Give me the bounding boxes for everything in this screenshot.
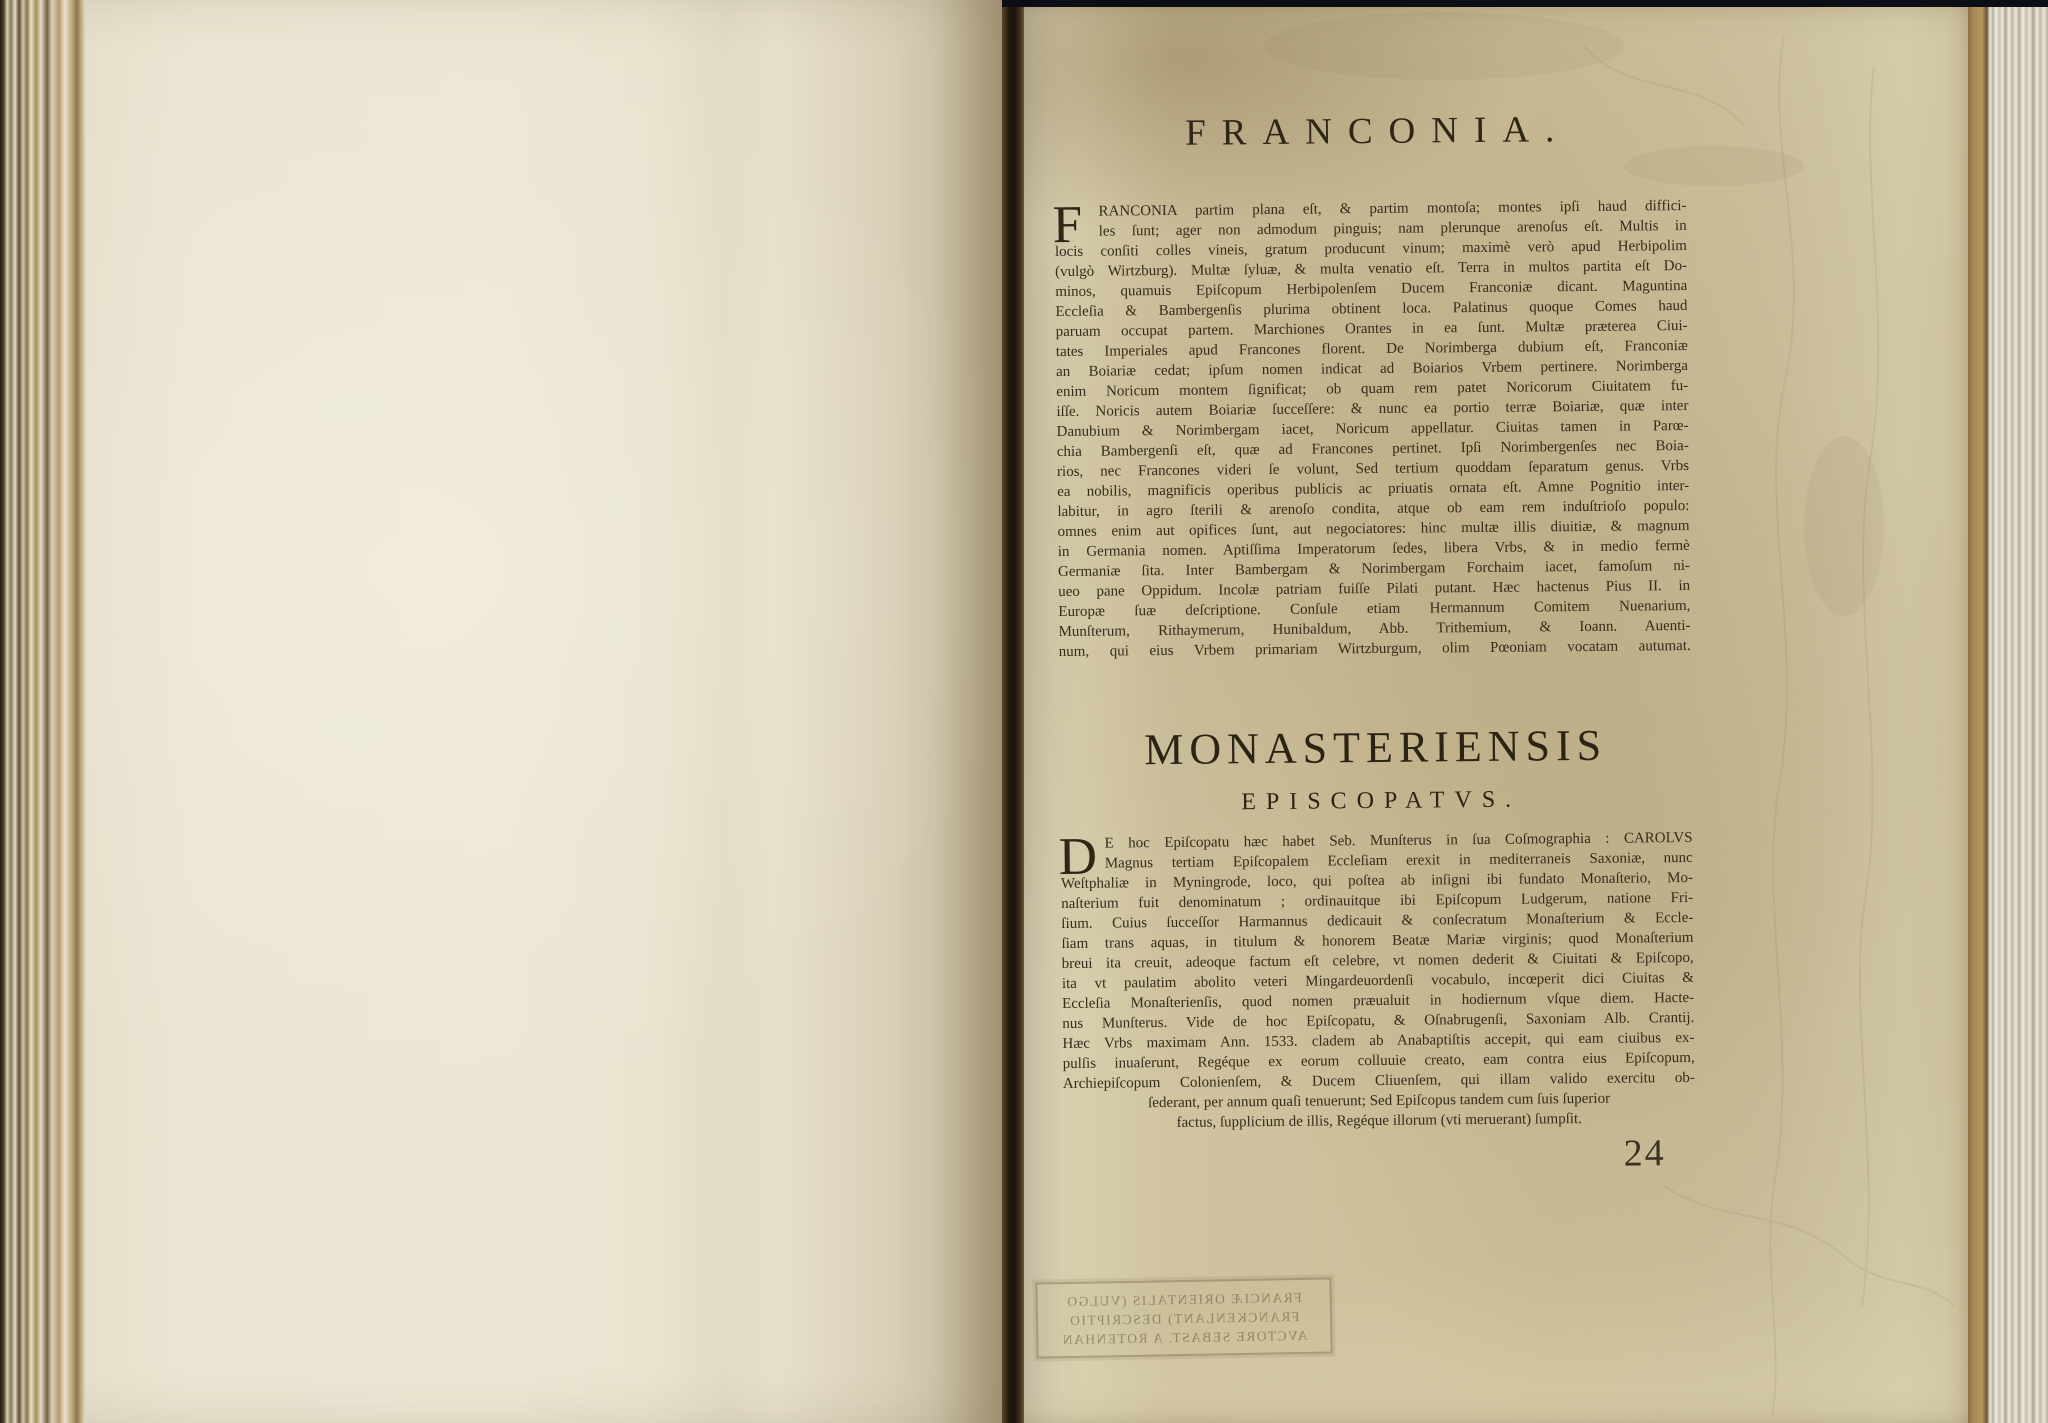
text-line: ita vt paulatim abolito veteri Mingardeuordenſi vocabulo, incœperit dici Ciuitas &	[1061, 969, 1694, 993]
text-line: an Boiariæ cedat; ipſum nomen indicat ad Boiarios Vrbem pertinere. Norimberga	[1055, 357, 1689, 381]
text-block	[1053, 3, 1699, 1423]
text-line: Europæ ſuæ deſcriptione. Conſule etiam Hermannum Comitem Nuenarium,	[1058, 597, 1691, 621]
text-line: Germaniæ ſita. Inter Bambergam & Norimbergam Forchaim iacet, famoſum ni-	[1057, 557, 1691, 581]
page-title: FRANCONIA.	[1185, 109, 1571, 154]
text-line: Magnus tertiam Epiſcopalem Eccleſiam erexit in mediterraneis Saxoniæ, nunc	[1104, 849, 1693, 872]
book-gutter	[1002, 0, 1024, 1423]
text-line: pulſis inuaſerunt, Regéque ex eorum colluuie creato, eam contra eius Epiſcopum,	[1062, 1049, 1695, 1073]
text-line: enim Noricum montem ſignificat; ob quam rem patet Noricorum Ciuitatem fu-	[1056, 377, 1689, 401]
text-line: Hæc Vrbs maximam Ann. 1533. cladem ab Anabaptiſtis accepit, qui eam ciuibus ex-	[1062, 1029, 1695, 1053]
show-through-stamp	[1035, 1277, 1332, 1358]
right-printed-page	[1024, 6, 1968, 1423]
text-line: les ſunt; ager non admodum pinguis; nam plerunque arenoſus eſt. Multis in	[1098, 217, 1687, 240]
text-line: nus Munſterus. Vide de hoc Epiſcopatu, & Oſnabrugenſi, Saxoniam Alb. Crantij.	[1062, 1009, 1695, 1033]
text-line: tates Imperiales apud Francones florent. De Norimberga dubium eſt, Franconiæ	[1055, 337, 1688, 361]
text-line: FRANCKENLANT) DESCRIPTIO	[1068, 1308, 1300, 1328]
text-line: Archiepiſcopum Colonienſem, & Ducem Cliuenſem, qui illam valido exercitu ob-	[1062, 1069, 1695, 1093]
stamp-lines	[1038, 1287, 1331, 1349]
text-line: AVCTORE SEBAST. A ROTENHAN	[1061, 1327, 1308, 1347]
text-line: naſterium fuit denominatum ; ordinauitque ibi Epiſcopum Ludgerum, natione Fri-	[1061, 889, 1694, 913]
left-blank-page	[86, 0, 1002, 1423]
drop-cap-f: F	[1052, 195, 1083, 255]
text-line: ea nobilis, magnificis operibus publicis ac priuatis ornata eſt. Amne Pognitio inter-	[1057, 477, 1690, 501]
left-fore-edge	[0, 0, 86, 1423]
text-line: Eccleſia & Bambergenſis plurima obtinent loca. Palatinus quoque Comes haud	[1055, 297, 1688, 321]
text-line: in Germania nomen. Aptiſſima Imperatorum ſedes, libera Vrbs, & in medio fermè	[1057, 537, 1690, 561]
text-line: breui ita creuit, adeoque factum eſt celebre, vt nomen dederit & Ciuitati & Epiſcopo,	[1061, 949, 1694, 973]
section-subheading-episcopatus: EPISCOPATVS.	[1241, 786, 1522, 816]
text-line: ſederant, per annum quaſi tenuerunt; Sed Epiſcopus tandem cum ſuis ſuperior	[1148, 1090, 1611, 1112]
text-line: iſſe. Noricis autem Boiariæ ſucceſſere: & nunc ea portio terræ Boiariæ, quæ inter	[1056, 397, 1689, 421]
text-line: chia Bambergenſi eſt, quæ ad Francones pertinet. Ipſi Norimbergenſes nec Boia-	[1056, 437, 1689, 461]
text-line: ſiam trans aquas, in titulum & honorem Beatæ Mariæ virginis; quod Monaſterium	[1061, 929, 1694, 953]
paragraph-lines	[1054, 196, 1690, 662]
text-line: factus, ſupplicium de illis, Regéque illorum (vti meruerant) ſumpſit.	[1176, 1111, 1583, 1131]
text-line: Danubium & Norimbergam iacet, Noricum appellatur. Ciuitas tamen in Parœ-	[1056, 417, 1689, 441]
section-heading-monasteriensis: MONASTERIENSIS	[1143, 720, 1608, 775]
text-line: ueo pane Oppidum. Incolæ patriam fuiſſe Pilati putant. Hæc hactenus Pius II. in	[1058, 577, 1691, 601]
drop-cap-d: D	[1058, 827, 1098, 887]
right-fore-edge	[1968, 2, 2048, 1423]
text-line: omnes enim aut opifices ſunt, aut negociatores: hinc multæ illis diuitiæ, & magnum	[1057, 517, 1690, 541]
text-line: Weſtphaliæ in Myningrode, loco, qui poſtea ab inſigni ibi fundato Monaſterio, Mo-	[1060, 869, 1694, 893]
text-line: locis conſiti colles vineis, gratum producunt vinum; maximè verò apud Herbipolim	[1054, 237, 1687, 261]
page-number: 24	[1623, 1132, 1666, 1175]
text-line: paruam occupat partem. Marchiones Orantes in ea ſunt. Multæ præterea Ciui-	[1055, 317, 1688, 341]
text-line: minos, quamuis Epiſcopum Herbipolenſem Ducem Franconiæ dicant. Maguntina	[1055, 277, 1688, 301]
text-line: FRANCIÆ ORIENTALIS (VULGO	[1065, 1289, 1302, 1309]
text-line: E hoc Epiſcopatu hæc habet Seb. Munſterus in ſua Coſmographia : CAROLVS	[1104, 829, 1693, 852]
binding-shadow	[1002, 0, 2048, 7]
text-line: ſium. Cuius ſucceſſor Harmannus dedicauit & conſecratum Monaſterium & Eccle-	[1061, 909, 1694, 933]
paragraph-monasteriensis	[1060, 828, 1695, 1134]
text-line: RANCONIA partim plana eſt, & partim montoſa; montes ipſi haud diffici-	[1098, 197, 1687, 220]
text-line: (vulgò Wirtzburg). Multæ ſyluæ, & multa venatio eſt. Terra in multos partita eſt Do-	[1055, 257, 1688, 281]
text-line: Eccleſia Monaſterienſis, quod nomen præualuit in hodiernum vſque diem. Hacte-	[1062, 989, 1695, 1013]
text-line: num, qui eius Vrbem primariam Wirtzburgum, olim Pœoniam vocatam autumat.	[1058, 637, 1691, 661]
text-line: Munſterum, Rithaymerum, Hunibaldum, Abb. Trithemium, & Ioann. Auenti-	[1058, 617, 1691, 641]
text-line: labitur, in agro ſterili & arenoſo condita, atque ob eam rem induſtrioſo populo:	[1057, 497, 1690, 521]
paragraph-franconia	[1054, 196, 1690, 662]
text-line: rios, nec Francones videri ſe volunt, Sed tertium quoddam ſeparatum genus. Vrbs	[1056, 457, 1690, 481]
paragraph-lines	[1060, 828, 1695, 1134]
